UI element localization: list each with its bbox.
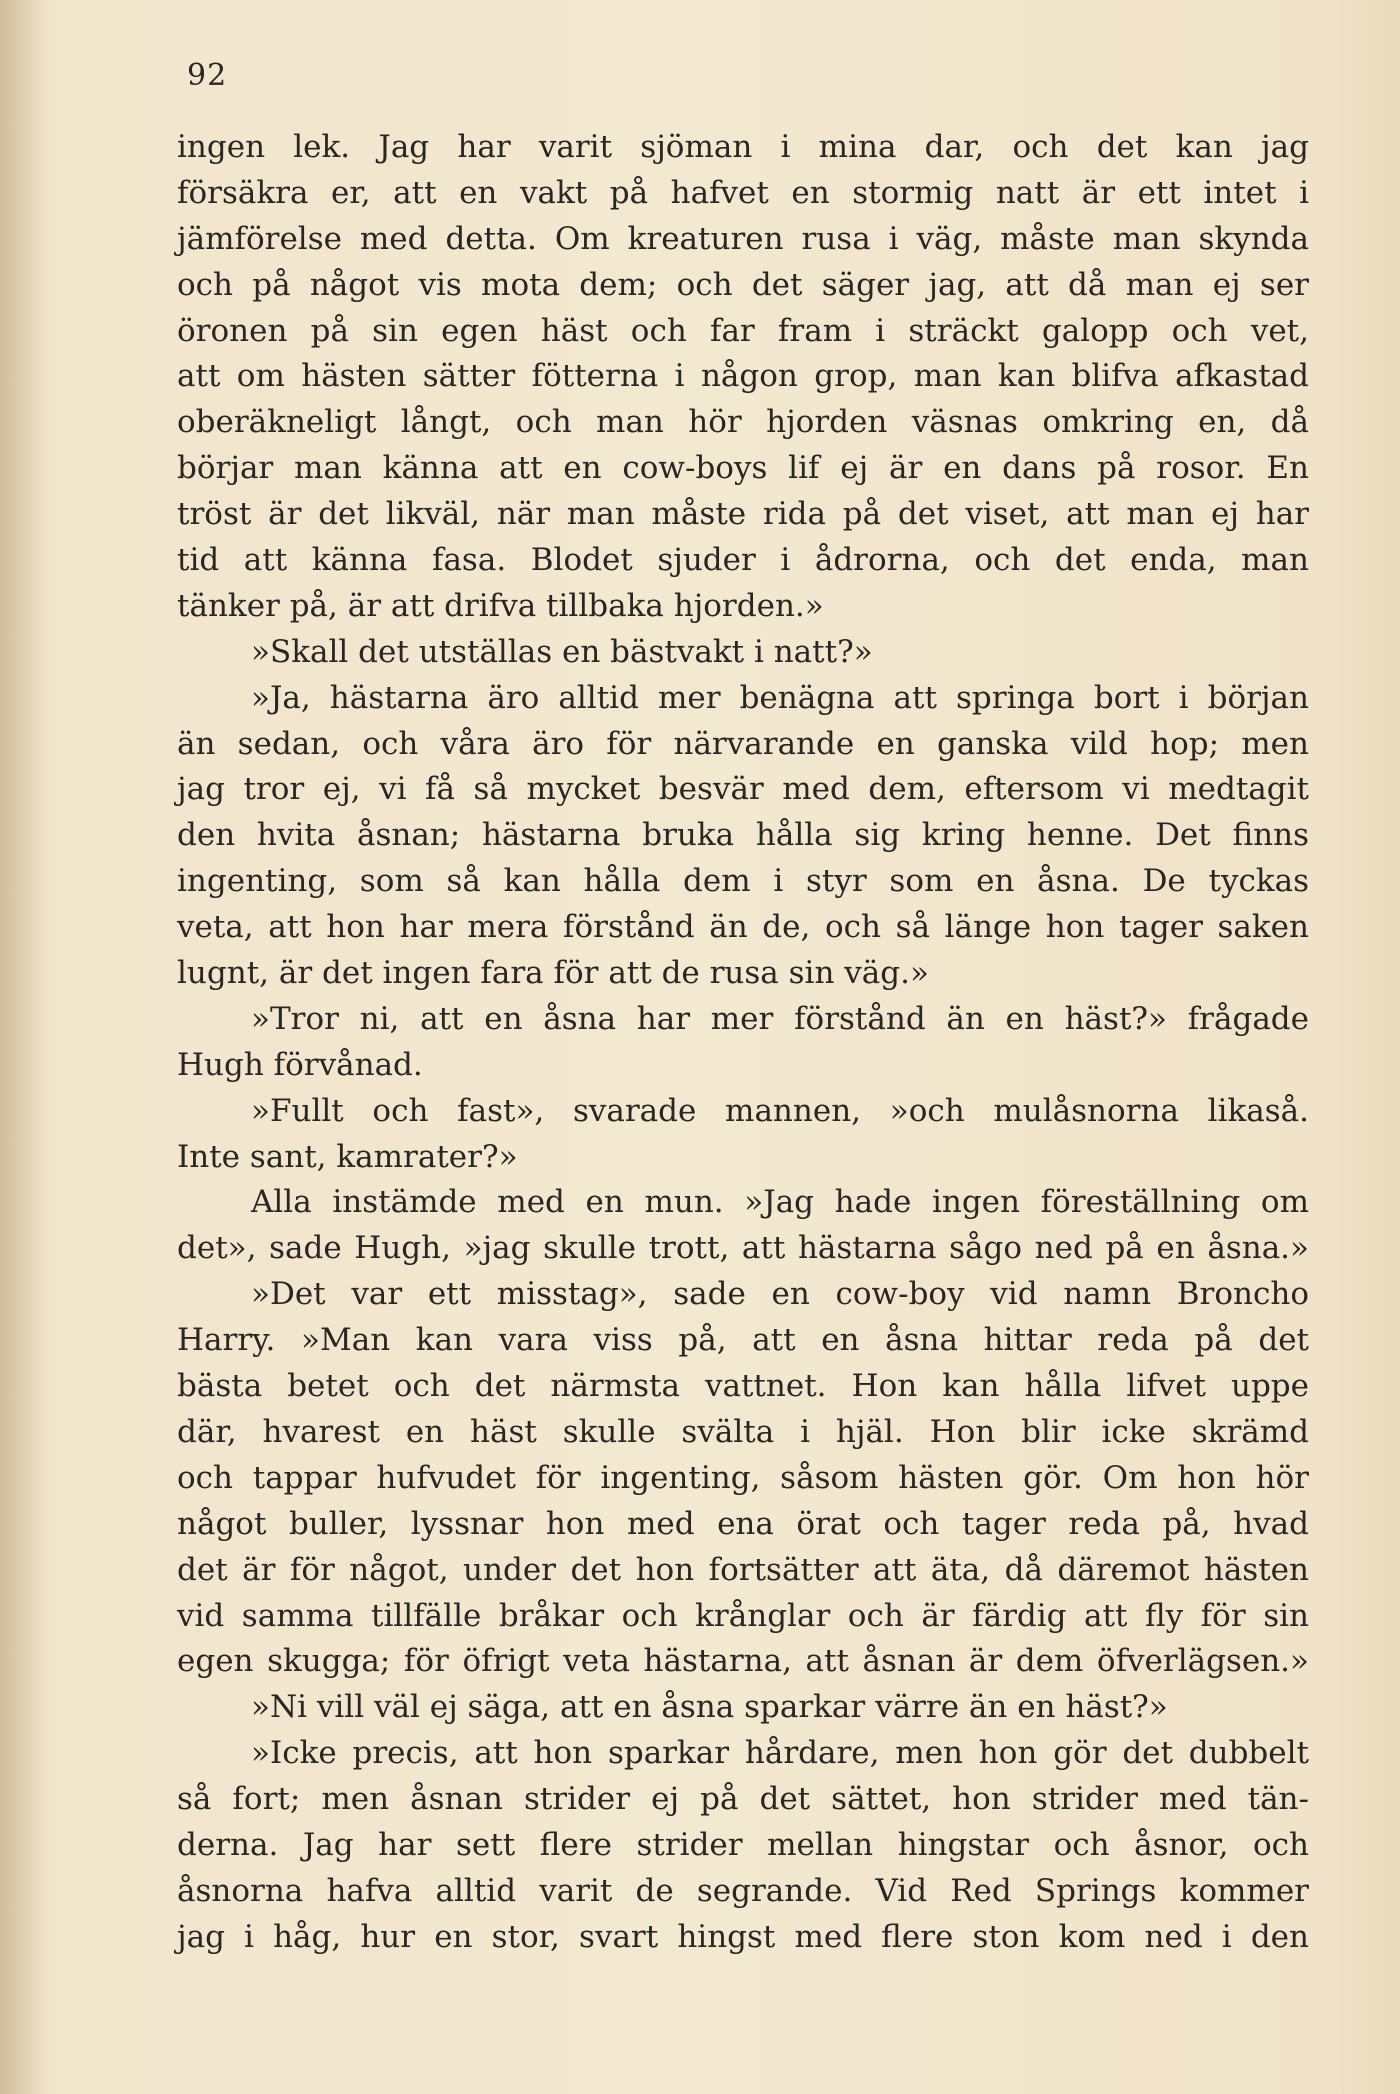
text-line: oberäkneligt långt, och man hör hjorden väsnas omkring en, då — [177, 404, 1309, 441]
text-line: åsnorna hafva alltid varit de segrande. Vid Red Springs kommer — [177, 1872, 1309, 1909]
text-line: »Ja, hästarna äro alltid mer benägna att springa bort i början — [251, 679, 1309, 716]
text-line: tid att känna fasa. Blodet sjuder i ådrorna, och det enda, man — [177, 542, 1309, 579]
text-line: veta, att hon har mera förstånd än de, och så länge hon tager saken — [177, 909, 1309, 946]
text-line: börjar man känna att en cow-boys lif ej är en dans på rosor. En — [177, 450, 1309, 487]
text-line: jämförelse med detta. Om kreaturen rusa i väg, måste man skynda — [177, 220, 1309, 257]
body-text — [177, 125, 1309, 1961]
text-line: än sedan, och våra äro för närvarande en ganska vild hop; men — [177, 725, 1309, 762]
text-line: »Skall det utställas en bästvakt i natt?» — [251, 633, 873, 670]
text-line: lugnt, är det ingen fara för att de rusa sin väg.» — [177, 955, 929, 992]
text-line: vid samma tillfälle bråkar och krånglar och är färdig att fly för sin — [177, 1597, 1309, 1634]
text-line: ingen lek. Jag har varit sjöman i mina dar, och det kan jag — [177, 129, 1309, 165]
text-line: där, hvarest en häst skulle svälta i hjäl. Hon blir icke skrämd — [177, 1413, 1309, 1450]
text-line: ingenting, som så kan hålla dem i styr som en åsna. De tyckas — [177, 863, 1309, 900]
text-line: »Icke precis, att hon sparkar hårdare, men hon gör det dubbelt — [251, 1735, 1309, 1772]
text-line: tänker på, är att drifva tillbaka hjorden.» — [177, 587, 824, 624]
text-line: Harry. »Man kan vara viss på, att en åsna hittar reda på det — [177, 1322, 1309, 1359]
text-line: »Det var ett misstag», sade en cow-boy vid namn Broncho — [251, 1276, 1309, 1313]
text-line: Alla instämde med en mun. »Jag hade ingen föreställning om — [251, 1184, 1309, 1221]
text-line: öronen på sin egen häst och far fram i sträckt galopp och vet, — [177, 312, 1309, 349]
text-line: egen skugga; för öfrigt veta hästarna, att åsnan är dem öfverlägsen.» — [177, 1643, 1309, 1680]
text-line: försäkra er, att en vakt på hafvet en stormig natt är ett intet i — [177, 174, 1309, 211]
page-number: 92 — [187, 58, 228, 93]
page-gutter-shadow — [0, 0, 46, 2094]
text-line: den hvita åsnan; hästarna bruka hålla sig kring henne. Det finns — [177, 817, 1309, 854]
text-line: Hugh förvånad. — [177, 1046, 423, 1083]
text-line: jag i håg, hur en stor, svart hingst med flere ston kom ned i den — [177, 1918, 1309, 1955]
text-line: Inte sant, kamrater?» — [177, 1138, 518, 1175]
text-line: derna. Jag har sett flere strider mellan hingstar och åsnor, och — [177, 1826, 1309, 1863]
text-line: tröst är det likväl, när man måste rida på det viset, att man ej har — [177, 496, 1309, 533]
text-line: och tappar hufvudet för ingenting, såsom hästen gör. Om hon hör — [177, 1459, 1309, 1496]
text-line: något buller, lyssnar hon med ena örat och tager reda på, hvad — [177, 1505, 1309, 1542]
text-line: så fort; men åsnan strider ej på det sättet, hon strider med tän- — [177, 1781, 1309, 1818]
text-line: det», sade Hugh, »jag skulle trott, att hästarna sågo ned på en åsna.» — [177, 1230, 1309, 1267]
text-line: bästa betet och det närmsta vattnet. Hon kan hålla lifvet uppe — [177, 1368, 1309, 1405]
text-line: jag tror ej, vi få så mycket besvär med dem, eftersom vi medtagit — [177, 771, 1309, 808]
text-line: »Fullt och fast», svarade mannen, »och mulåsnorna likaså. — [251, 1092, 1309, 1129]
text-line: att om hästen sätter fötterna i någon grop, man kan blifva afkastad — [177, 358, 1309, 395]
text-line: »Tror ni, att en åsna har mer förstånd än en häst?» frågade — [251, 1000, 1309, 1037]
text-line: och på något vis mota dem; och det säger jag, att då man ej ser — [177, 266, 1309, 303]
text-line: det är för något, under det hon fortsätter att äta, då däremot hästen — [177, 1551, 1309, 1588]
text-line: »Ni vill väl ej säga, att en åsna sparkar värre än en häst?» — [251, 1689, 1168, 1726]
